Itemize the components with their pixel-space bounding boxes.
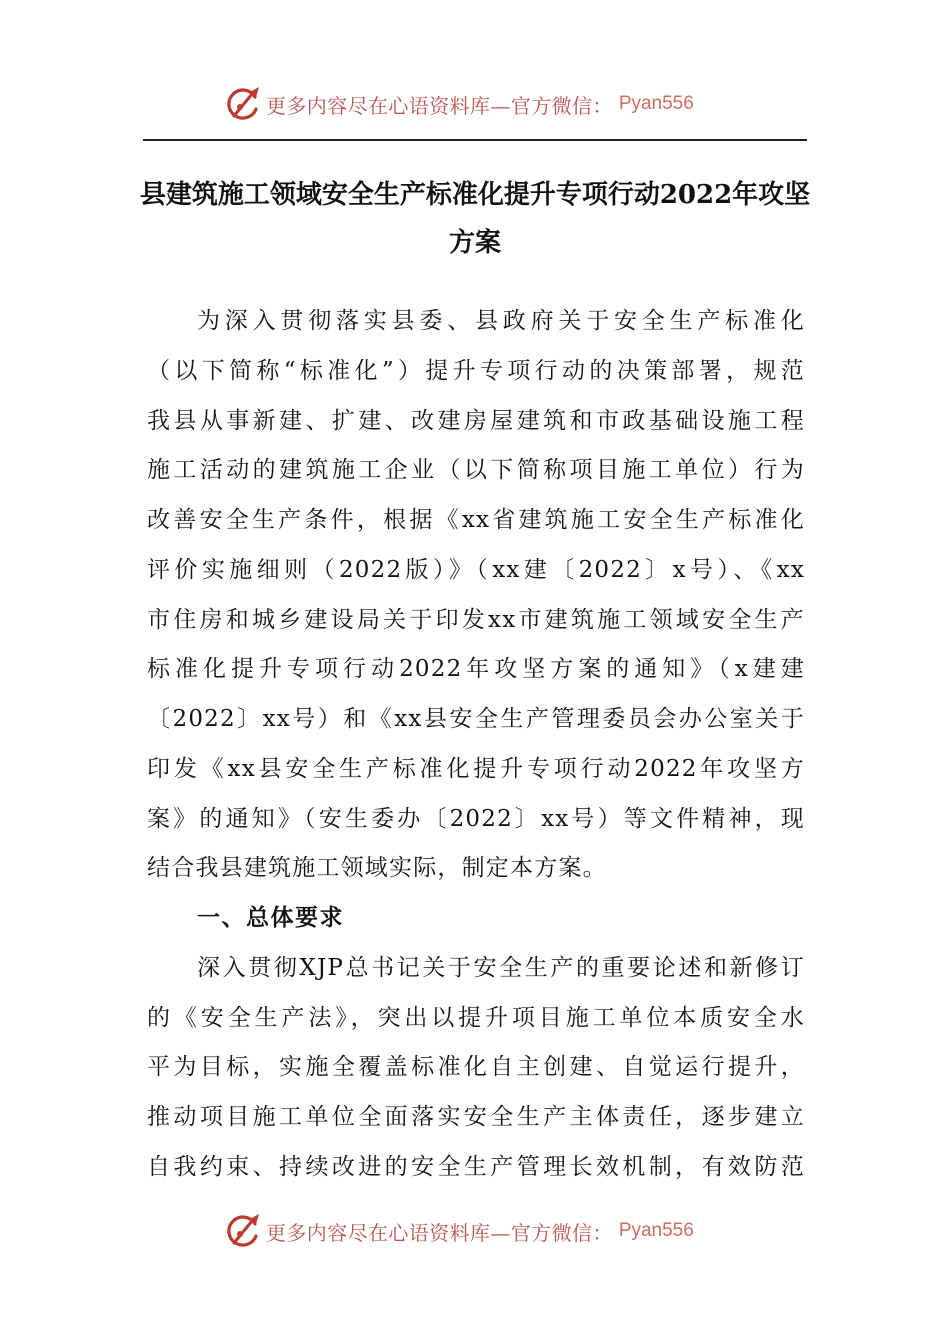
paragraph-line: （以下简称“标准化”）提升专项行动的决策部署，规范 bbox=[147, 357, 805, 384]
paragraph-line: 自我约束、持续改进的安全生产管理长效机制，有效防范 bbox=[147, 1153, 805, 1180]
document-body bbox=[147, 297, 805, 1193]
paragraph-1 bbox=[147, 297, 805, 894]
header-wechat-id: Pyan556 bbox=[618, 93, 694, 114]
paragraph-line: 印发《xx县安全生产标准化提升专项行动2022年攻坚方 bbox=[147, 755, 805, 782]
paragraph-line: 的《安全生产法》，突出以提升项目施工单位本质安全水 bbox=[147, 1004, 805, 1031]
paragraph-line: 案》的通知》（安生委办〔2022〕xx号）等文件精神，现 bbox=[147, 805, 805, 832]
paragraph-line: 改善安全生产条件，根据《xx省建筑施工安全生产标准化 bbox=[147, 507, 805, 533]
paragraph-2 bbox=[147, 944, 805, 1193]
footer-watermark-text: 更多内容尽在心语资料库—官方微信： bbox=[266, 1220, 613, 1245]
paragraph-line: 深入贯彻XJP总书记关于安全生产的重要论述和新修订 bbox=[197, 954, 805, 981]
paragraph-line: 推动项目施工单位全面落实安全生产主体责任，逐步建立 bbox=[147, 1104, 805, 1130]
pen-logo-icon bbox=[225, 85, 263, 123]
paragraph-line: 平为目标，实施全覆盖标准化自主创建、自觉运行提升， bbox=[147, 1054, 805, 1081]
document-title bbox=[0, 171, 950, 267]
pen-logo-icon bbox=[225, 1212, 263, 1250]
paragraph-line: 结合我县建筑施工领域实际，制定本方案。 bbox=[147, 855, 607, 882]
paragraph-line: 施工活动的建筑施工企业（以下简称项目施工单位）行为 bbox=[147, 457, 805, 484]
title-line-2: 方案 bbox=[448, 228, 501, 258]
footer-wechat-id: Pyan556 bbox=[618, 1220, 694, 1241]
paragraph-line: 为深入贯彻落实县委、县政府关于安全生产标准化 bbox=[197, 308, 805, 334]
title-line-1: 县建筑施工领域安全生产标准化提升专项行动2022年攻坚 bbox=[139, 180, 811, 210]
header-watermark-text: 更多内容尽在心语资料库—官方微信： bbox=[266, 93, 613, 118]
paragraph-line: 〔2022〕xx号）和《xx县安全生产管理委员会办公室关于 bbox=[147, 706, 805, 732]
paragraph-line: 标准化提升专项行动2022年攻坚方案的通知》（x建建 bbox=[147, 656, 805, 683]
paragraph-line: 市住房和城乡建设局关于印发xx市建筑施工领域安全生产 bbox=[147, 606, 805, 633]
paragraph-line: 评价实施细则（2022版）》（xx建〔2022〕x号）、《xx bbox=[147, 556, 805, 583]
header-watermark bbox=[225, 84, 694, 124]
footer-watermark bbox=[225, 1211, 694, 1251]
section-heading: 一、总体要求 bbox=[197, 905, 344, 931]
paragraph-line: 我县从事新建、扩建、改建房屋建筑和市政基础设施工程 bbox=[147, 407, 805, 434]
header-divider bbox=[143, 139, 807, 141]
